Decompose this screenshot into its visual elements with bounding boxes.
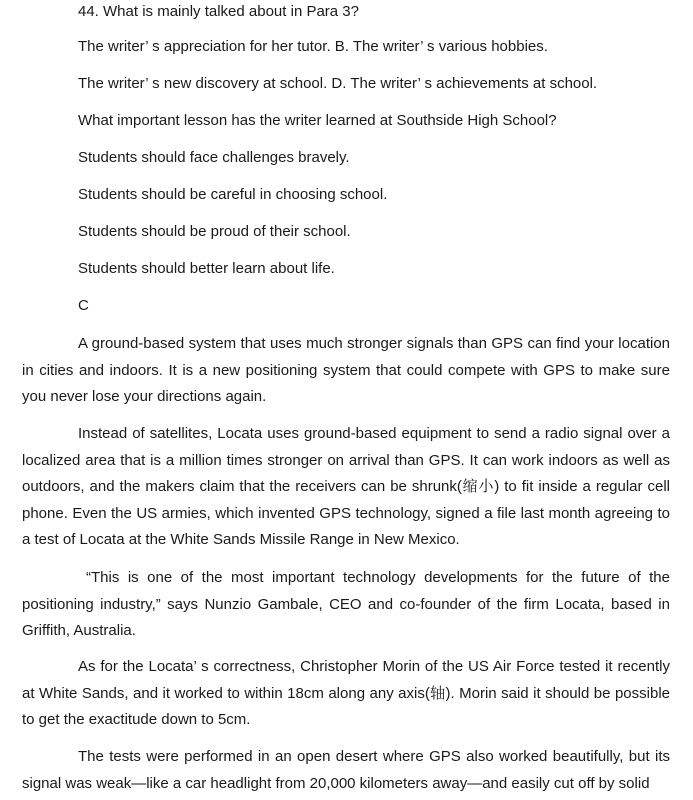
passage-paragraph-2: Instead of satellites, Locata uses ground-based equipment to send a radio signal over a localized area that is a million times stronger on arrival than GPS. It can work indoors as well as outdoors, and the makers claim that the receivers can be shrunk(缩小) to fit inside a regular cell phone. Even the US armies, which invented GPS technology, signed a file last month agreeing to a test of Locata at the White Sands Missile Range in New Mexico.	[22, 425, 670, 548]
question-44-options-ab: The writer’ s appreciation for her tutor. B. The writer’ s various hobbies.	[78, 38, 548, 55]
passage-paragraph-1: A ground-based system that uses much stronger signals than GPS can find your location in cities and indoors. It is a new positioning system that could compete with GPS to make sure you never lose your directions again.	[22, 335, 670, 405]
question-45-option-a: Students should face challenges bravely.	[78, 149, 350, 166]
passage-paragraph-3: “This is one of the most important technology developments for the future of the positioning industry,” says Nunzio Gambale, CEO and co-founder of the firm Locata, based in Griffith, Australia.	[22, 569, 670, 639]
question-44: 44. What is mainly talked about in Para 3?	[78, 3, 359, 20]
passage-paragraph-4: As for the Locata’ s correctness, Christopher Morin of the US Air Force tested it recently at White Sands, and it worked to within 18cm along any axis(轴). Morin said it should be possible to get the exactitude down to 5cm.	[22, 658, 670, 728]
question-45-option-b: Students should be careful in choosing school.	[78, 186, 388, 203]
question-45-option-c: Students should be proud of their school.	[78, 223, 351, 240]
passage-paragraph-5: The tests were performed in an open desert where GPS also worked beautifully, but its signal was weak—like a car headlight from 20,000 kilometers away—and easily cut off by solid	[22, 748, 670, 792]
question-45: What important lesson has the writer learned at Southside High School?	[78, 112, 557, 129]
question-45-option-d: Students should better learn about life.	[78, 260, 335, 277]
section-letter: C	[78, 297, 89, 314]
question-44-options-cd: The writer’ s new discovery at school. D. The writer’ s achievements at school.	[78, 75, 598, 92]
